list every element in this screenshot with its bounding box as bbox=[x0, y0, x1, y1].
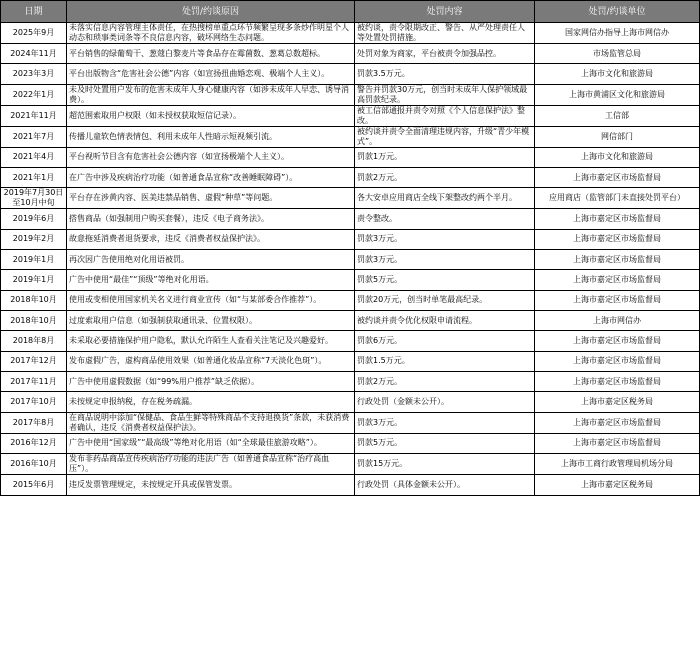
cell-unit: 上海市嘉定区市场监督局 bbox=[535, 229, 700, 249]
cell-content: 责令整改。 bbox=[355, 209, 535, 229]
cell-date: 2019年2月 bbox=[1, 229, 67, 249]
cell-date: 2023年3月 bbox=[1, 64, 67, 84]
cell-content: 被约谈并责令全面清理违规内容，升级“青少年模式”。 bbox=[355, 126, 535, 147]
cell-date: 2018年10月 bbox=[1, 311, 67, 331]
header-content: 处罚内容 bbox=[355, 1, 535, 23]
cell-content: 各大安卓应用商店全线下架整改约两个半月。 bbox=[355, 188, 535, 209]
table-row bbox=[1, 270, 700, 290]
cell-reason: 在广告中涉及疾病治疗功能（如普通食品宣称“改善睡眠障碍”）。 bbox=[67, 168, 355, 188]
cell-unit: 市场监管总局 bbox=[535, 44, 700, 64]
table-row bbox=[1, 372, 700, 392]
cell-unit: 上海市嘉定区税务局 bbox=[535, 392, 700, 412]
cell-unit: 上海市文化和旅游局 bbox=[535, 147, 700, 167]
cell-date: 2019年1月 bbox=[1, 250, 67, 270]
header-unit: 处罚/约谈单位 bbox=[535, 1, 700, 23]
cell-content: 罚款3.5万元。 bbox=[355, 64, 535, 84]
cell-unit: 上海市工商行政管理局机场分局 bbox=[535, 454, 700, 475]
cell-unit: 上海市网信办 bbox=[535, 311, 700, 331]
cell-date: 2017年10月 bbox=[1, 392, 67, 412]
cell-content: 罚款1.5万元。 bbox=[355, 351, 535, 371]
cell-date: 2021年7月 bbox=[1, 126, 67, 147]
cell-reason: 广告中使用“最佳”“顶级”等绝对化用语。 bbox=[67, 270, 355, 290]
table-row bbox=[1, 250, 700, 270]
cell-reason: 过度索取用户信息（如强制获取通讯录、位置权限）。 bbox=[67, 311, 355, 331]
cell-content: 罚款6万元。 bbox=[355, 331, 535, 351]
cell-date: 2017年8月 bbox=[1, 412, 67, 433]
table-row bbox=[1, 311, 700, 331]
cell-unit: 上海市嘉定区市场监督局 bbox=[535, 372, 700, 392]
table-row bbox=[1, 331, 700, 351]
cell-content: 处罚对象为商家，平台被责令加强品控。 bbox=[355, 44, 535, 64]
header-reason: 处罚/约谈原因 bbox=[67, 1, 355, 23]
cell-content: 行政处罚（具体金额未公开）。 bbox=[355, 475, 535, 495]
cell-content: 罚款5万元。 bbox=[355, 270, 535, 290]
cell-reason: 平台出版物含“危害社会公德”内容（如宣扬扭曲婚恋观、极端个人主义）。 bbox=[67, 64, 355, 84]
table-row bbox=[1, 433, 700, 453]
table-row bbox=[1, 168, 700, 188]
cell-unit: 上海市嘉定区市场监督局 bbox=[535, 351, 700, 371]
table-row bbox=[1, 188, 700, 209]
cell-date: 2022年1月 bbox=[1, 84, 67, 105]
cell-unit: 上海市文化和旅游局 bbox=[535, 64, 700, 84]
table-row bbox=[1, 147, 700, 167]
cell-content: 罚款20万元，创当时单笔最高纪录。 bbox=[355, 290, 535, 310]
table-row bbox=[1, 84, 700, 105]
cell-date: 2017年12月 bbox=[1, 351, 67, 371]
table-row bbox=[1, 290, 700, 310]
table-row bbox=[1, 412, 700, 433]
table-row bbox=[1, 229, 700, 249]
cell-unit: 上海市嘉定区市场监督局 bbox=[535, 168, 700, 188]
cell-content: 罚款15万元。 bbox=[355, 454, 535, 475]
cell-unit: 网信部门 bbox=[535, 126, 700, 147]
cell-reason: 未及时处置用户发布的危害未成年人身心健康内容（如涉未成年人早恋、诱导消费）。 bbox=[67, 84, 355, 105]
cell-unit: 应用商店（监管部门未直接处罚平台） bbox=[535, 188, 700, 209]
cell-unit: 上海市嘉定区市场监督局 bbox=[535, 209, 700, 229]
table-row bbox=[1, 351, 700, 371]
cell-date: 2019年6月 bbox=[1, 209, 67, 229]
cell-reason: 发布非药品商品宣传疾病治疗功能的违法广告（如普通食品宣称“治疗高血压”）。 bbox=[67, 454, 355, 475]
cell-date: 2019年7月30日至10月中旬 bbox=[1, 188, 67, 209]
cell-reason: 平台销售的绿葡萄干、葱蔻白黎麦片等食品存在霉菌数、葱葛总数超标。 bbox=[67, 44, 355, 64]
table-row bbox=[1, 475, 700, 495]
table-row bbox=[1, 64, 700, 84]
cell-unit: 上海市嘉定区市场监督局 bbox=[535, 250, 700, 270]
cell-unit: 上海市嘉定区市场监督局 bbox=[535, 433, 700, 453]
cell-date: 2017年11月 bbox=[1, 372, 67, 392]
cell-reason: 发布虚假广告，虚构商品使用效果（如普通化妆品宣称“7天淡化色斑”）。 bbox=[67, 351, 355, 371]
cell-date: 2018年8月 bbox=[1, 331, 67, 351]
cell-unit: 上海市嘉定区税务局 bbox=[535, 475, 700, 495]
cell-reason: 超范围索取用户权限（如未授权获取短信记录）。 bbox=[67, 105, 355, 126]
cell-date: 2016年12月 bbox=[1, 433, 67, 453]
cell-reason: 未按规定申报纳税，存在税务疏漏。 bbox=[67, 392, 355, 412]
cell-content: 行政处罚（金额未公开）。 bbox=[355, 392, 535, 412]
cell-date: 2021年1月 bbox=[1, 168, 67, 188]
cell-content: 被工信部通报并责令对照《个人信息保护法》整改。 bbox=[355, 105, 535, 126]
cell-content: 警告并罚款30万元，创当时未成年人保护领域最高罚款纪录。 bbox=[355, 84, 535, 105]
cell-reason: 使用或变相使用国家机关名义进行商业宣传（如“与某部委合作推荐”）。 bbox=[67, 290, 355, 310]
cell-date: 2024年11月 bbox=[1, 44, 67, 64]
cell-content: 罚款1万元。 bbox=[355, 147, 535, 167]
header-date: 日期 bbox=[1, 1, 67, 23]
table-row bbox=[1, 126, 700, 147]
cell-unit: 国家网信办指导上海市网信办 bbox=[535, 23, 700, 44]
cell-date: 2021年4月 bbox=[1, 147, 67, 167]
cell-unit: 工信部 bbox=[535, 105, 700, 126]
table-row bbox=[1, 105, 700, 126]
table-header-row bbox=[1, 1, 700, 23]
cell-reason: 平台存在涉黄内容、医美违禁品销售、虚假“种草”等问题。 bbox=[67, 188, 355, 209]
cell-unit: 上海市嘉定区市场监督局 bbox=[535, 412, 700, 433]
cell-date: 2019年1月 bbox=[1, 270, 67, 290]
cell-date: 2015年6月 bbox=[1, 475, 67, 495]
cell-date: 2021年11月 bbox=[1, 105, 67, 126]
cell-content: 罚款5万元。 bbox=[355, 433, 535, 453]
cell-reason: 故意拖延消费者退货要求，违反《消费者权益保护法》。 bbox=[67, 229, 355, 249]
table-row bbox=[1, 44, 700, 64]
cell-reason: 搭售商品（如强制用户购买套餐），违反《电子商务法》。 bbox=[67, 209, 355, 229]
cell-unit: 上海市黄浦区文化和旅游局 bbox=[535, 84, 700, 105]
table-row bbox=[1, 209, 700, 229]
cell-content: 罚款3万元。 bbox=[355, 229, 535, 249]
cell-date: 2016年10月 bbox=[1, 454, 67, 475]
cell-content: 罚款2万元。 bbox=[355, 168, 535, 188]
cell-unit: 上海市嘉定区市场监督局 bbox=[535, 270, 700, 290]
cell-reason: 未采取必要措施保护用户隐私，默认允许陌生人查看关注笔记及兴趣爱好。 bbox=[67, 331, 355, 351]
cell-reason: 在商品说明中添加“保健品、食品生鲜等特殊商品不支持退换货”条款，未获消费者确认，违反《消费者权益保护法》。 bbox=[67, 412, 355, 433]
cell-content: 被约谈，责令限期改正、警告、从严处理责任人等处置处罚措施。 bbox=[355, 23, 535, 44]
cell-content: 罚款3万元。 bbox=[355, 250, 535, 270]
cell-reason: 平台视听节目含有危害社会公德内容（如宣扬极端个人主义）。 bbox=[67, 147, 355, 167]
cell-reason: 传播儿童软色情表情包、利用未成年人性暗示短视频引流。 bbox=[67, 126, 355, 147]
cell-date: 2018年10月 bbox=[1, 290, 67, 310]
cell-reason: 违反发票管理规定，未按规定开具或保管发票。 bbox=[67, 475, 355, 495]
cell-reason: 广告中使用虚假数据（如“99%用户推荐”缺乏依据）。 bbox=[67, 372, 355, 392]
table-row bbox=[1, 392, 700, 412]
cell-content: 罚款3万元。 bbox=[355, 412, 535, 433]
cell-reason: 未落实信息内容管理主体责任，在热搜榜单重点环节频繁呈现多条炒作明星个人动态和琐事类词条等不良信息内容，破坏网络生态问题。 bbox=[67, 23, 355, 44]
cell-unit: 上海市嘉定区市场监督局 bbox=[535, 290, 700, 310]
cell-reason: 再次因广告使用绝对化用语被罚。 bbox=[67, 250, 355, 270]
cell-content: 罚款2万元。 bbox=[355, 372, 535, 392]
cell-content: 被约谈并责令优化权限申请流程。 bbox=[355, 311, 535, 331]
cell-reason: 广告中使用“国家级”“最高级”等绝对化用语（如“全球最佳旅游攻略”）。 bbox=[67, 433, 355, 453]
table-row bbox=[1, 454, 700, 475]
table-row bbox=[1, 23, 700, 44]
cell-unit: 上海市嘉定区市场监督局 bbox=[535, 331, 700, 351]
cell-date: 2025年9月 bbox=[1, 23, 67, 44]
